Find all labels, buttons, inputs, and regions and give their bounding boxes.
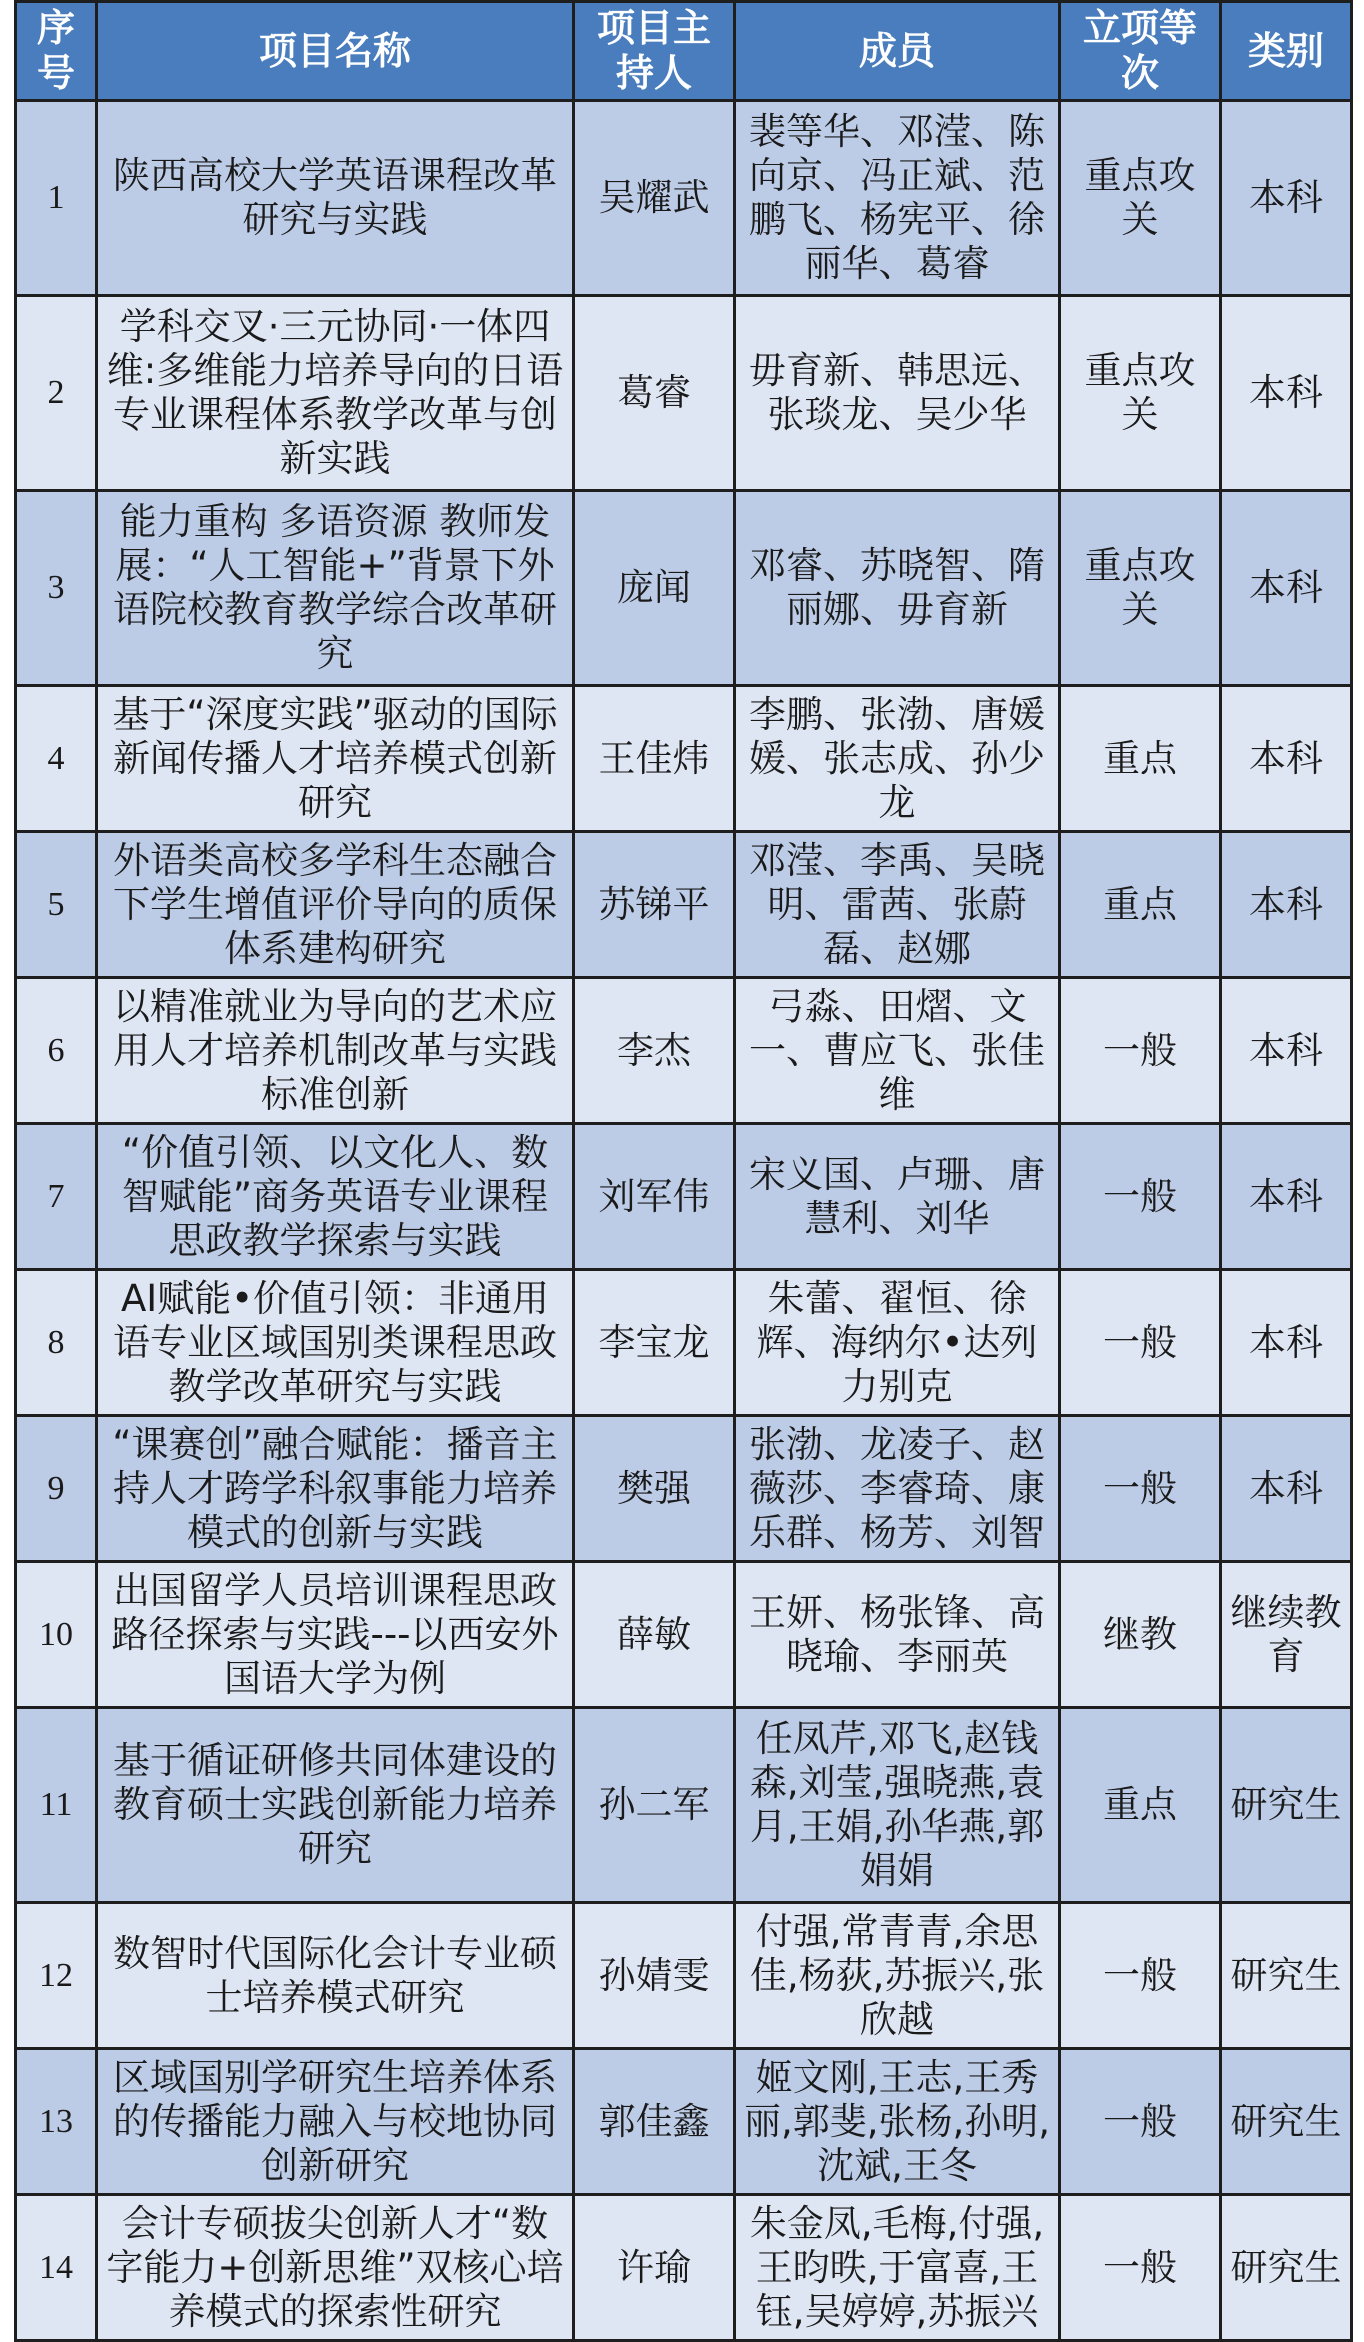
table-row	[16, 1416, 1352, 1562]
cell-members: 王妍、杨张锋、高晓瑜、李丽英	[735, 1562, 1060, 1708]
cell-project-name: 能力重构 多语资源 教师发展：“人工智能+”背景下外语院校教育教学综合改革研究	[97, 491, 574, 686]
cell-level: 一般	[1060, 1903, 1221, 2049]
cell-host: 葛睿	[574, 296, 735, 491]
cell-category: 研究生	[1221, 1708, 1352, 1903]
table-row	[16, 1270, 1352, 1416]
table-row	[16, 1708, 1352, 1903]
cell-members: 邓滢、李禹、吴晓明、雷茜、张蔚磊、赵娜	[735, 832, 1060, 978]
table-body	[16, 101, 1352, 2341]
cell-category: 研究生	[1221, 1903, 1352, 2049]
table-row	[16, 1124, 1352, 1270]
cell-members: 姬文刚,王志,王秀丽,郭斐,张杨,孙明,沈斌,王冬	[735, 2049, 1060, 2195]
cell-host: 孙二军	[574, 1708, 735, 1903]
cell-level: 一般	[1060, 2195, 1221, 2341]
cell-project-name: 基于循证研修共同体建设的教育硕士实践创新能力培养研究	[97, 1708, 574, 1903]
cell-no: 10	[16, 1562, 97, 1708]
cell-host: 许瑜	[574, 2195, 735, 2341]
cell-members: 李鹏、张渤、唐媛媛、张志成、孙少龙	[735, 686, 1060, 832]
cell-host: 李杰	[574, 978, 735, 1124]
cell-level: 重点攻关	[1060, 296, 1221, 491]
cell-host: 苏锑平	[574, 832, 735, 978]
cell-level: 重点	[1060, 832, 1221, 978]
cell-level: 一般	[1060, 1416, 1221, 1562]
table-row	[16, 978, 1352, 1124]
cell-category: 研究生	[1221, 2049, 1352, 2195]
cell-category: 继续教育	[1221, 1562, 1352, 1708]
cell-level: 一般	[1060, 1270, 1221, 1416]
cell-no: 9	[16, 1416, 97, 1562]
cell-category: 本科	[1221, 491, 1352, 686]
cell-no: 3	[16, 491, 97, 686]
cell-no: 4	[16, 686, 97, 832]
cell-category: 本科	[1221, 1416, 1352, 1562]
header-row	[16, 2, 1352, 101]
cell-members: 付强,常青青,余思佳,杨荻,苏振兴,张欣越	[735, 1903, 1060, 2049]
header-host: 项目主持人	[574, 2, 735, 101]
cell-members: 张渤、龙凌子、赵薇莎、李睿琦、康乐群、杨芳、刘智	[735, 1416, 1060, 1562]
cell-project-name: 出国留学人员培训课程思政路径探索与实践---以西安外国语大学为例	[97, 1562, 574, 1708]
table-row	[16, 1562, 1352, 1708]
header-members: 成员	[735, 2, 1060, 101]
table-row	[16, 2049, 1352, 2195]
table-row	[16, 2195, 1352, 2341]
cell-project-name: 区域国别学研究生培养体系的传播能力融入与校地协同创新研究	[97, 2049, 574, 2195]
cell-members: 邓睿、苏晓智、隋丽娜、毋育新	[735, 491, 1060, 686]
header-project-name: 项目名称	[97, 2, 574, 101]
header-no: 序号	[16, 2, 97, 101]
cell-level: 重点攻关	[1060, 101, 1221, 296]
cell-level: 重点	[1060, 686, 1221, 832]
cell-no: 1	[16, 101, 97, 296]
cell-project-name: 数智时代国际化会计专业硕士培养模式研究	[97, 1903, 574, 2049]
cell-category: 本科	[1221, 1270, 1352, 1416]
cell-no: 14	[16, 2195, 97, 2341]
cell-category: 研究生	[1221, 2195, 1352, 2341]
cell-members: 弓淼、田熠、文一、曹应飞、张佳维	[735, 978, 1060, 1124]
cell-members: 朱蕾、翟恒、徐辉、海纳尔•达列力别克	[735, 1270, 1060, 1416]
cell-level: 继教	[1060, 1562, 1221, 1708]
table-row	[16, 832, 1352, 978]
cell-members: 裴等华、邓滢、陈向京、冯正斌、范鹏飞、杨宪平、徐丽华、葛睿	[735, 101, 1060, 296]
cell-no: 6	[16, 978, 97, 1124]
cell-members: 宋义国、卢珊、唐慧利、刘华	[735, 1124, 1060, 1270]
cell-no: 12	[16, 1903, 97, 2049]
table-row	[16, 491, 1352, 686]
header-level: 立项等次	[1060, 2, 1221, 101]
cell-host: 薛敏	[574, 1562, 735, 1708]
cell-members: 毋育新、韩思远、张琰龙、吴少华	[735, 296, 1060, 491]
cell-host: 郭佳鑫	[574, 2049, 735, 2195]
cell-host: 吴耀武	[574, 101, 735, 296]
cell-no: 7	[16, 1124, 97, 1270]
cell-project-name: 基于“深度实践”驱动的国际新闻传播人才培养模式创新研究	[97, 686, 574, 832]
cell-project-name: 以精准就业为导向的艺术应用人才培养机制改革与实践标准创新	[97, 978, 574, 1124]
table-row	[16, 1903, 1352, 2049]
cell-members: 任凤芹,邓飞,赵钱森,刘莹,强晓燕,袁月,王娟,孙华燕,郭娟娟	[735, 1708, 1060, 1903]
cell-project-name: 外语类高校多学科生态融合下学生增值评价导向的质保体系建构研究	[97, 832, 574, 978]
cell-level: 一般	[1060, 2049, 1221, 2195]
cell-level: 重点攻关	[1060, 491, 1221, 686]
cell-category: 本科	[1221, 832, 1352, 978]
cell-host: 刘军伟	[574, 1124, 735, 1270]
cell-category: 本科	[1221, 1124, 1352, 1270]
cell-members: 朱金凤,毛梅,付强,王昀昳,于富喜,王钰,吴婷婷,苏振兴	[735, 2195, 1060, 2341]
cell-project-name: “价值引领、以文化人、数智赋能”商务英语专业课程思政教学探索与实践	[97, 1124, 574, 1270]
cell-level: 一般	[1060, 978, 1221, 1124]
cell-project-name: 陕西高校大学英语课程改革研究与实践	[97, 101, 574, 296]
table-row	[16, 296, 1352, 491]
cell-host: 庞闻	[574, 491, 735, 686]
cell-host: 王佳炜	[574, 686, 735, 832]
cell-host: 李宝龙	[574, 1270, 735, 1416]
cell-project-name: “课赛创”融合赋能：播音主持人才跨学科叙事能力培养模式的创新与实践	[97, 1416, 574, 1562]
cell-project-name: 学科交叉·三元协同·一体四维:多维能力培养导向的日语专业课程体系教学改革与创新实践	[97, 296, 574, 491]
cell-no: 11	[16, 1708, 97, 1903]
cell-host: 樊强	[574, 1416, 735, 1562]
cell-level: 一般	[1060, 1124, 1221, 1270]
cell-no: 5	[16, 832, 97, 978]
cell-project-name: AI赋能•价值引领：非通用语专业区域国别类课程思政教学改革研究与实践	[97, 1270, 574, 1416]
cell-level: 重点	[1060, 1708, 1221, 1903]
cell-host: 孙婧雯	[574, 1903, 735, 2049]
header-category: 类别	[1221, 2, 1352, 101]
table-row	[16, 101, 1352, 296]
cell-category: 本科	[1221, 686, 1352, 832]
cell-category: 本科	[1221, 978, 1352, 1124]
cell-category: 本科	[1221, 296, 1352, 491]
cell-project-name: 会计专硕拔尖创新人才“数字能力+创新思维”双核心培养模式的探索性研究	[97, 2195, 574, 2341]
cell-no: 13	[16, 2049, 97, 2195]
project-table	[14, 0, 1353, 2342]
cell-category: 本科	[1221, 101, 1352, 296]
cell-no: 8	[16, 1270, 97, 1416]
table-row	[16, 686, 1352, 832]
cell-no: 2	[16, 296, 97, 491]
